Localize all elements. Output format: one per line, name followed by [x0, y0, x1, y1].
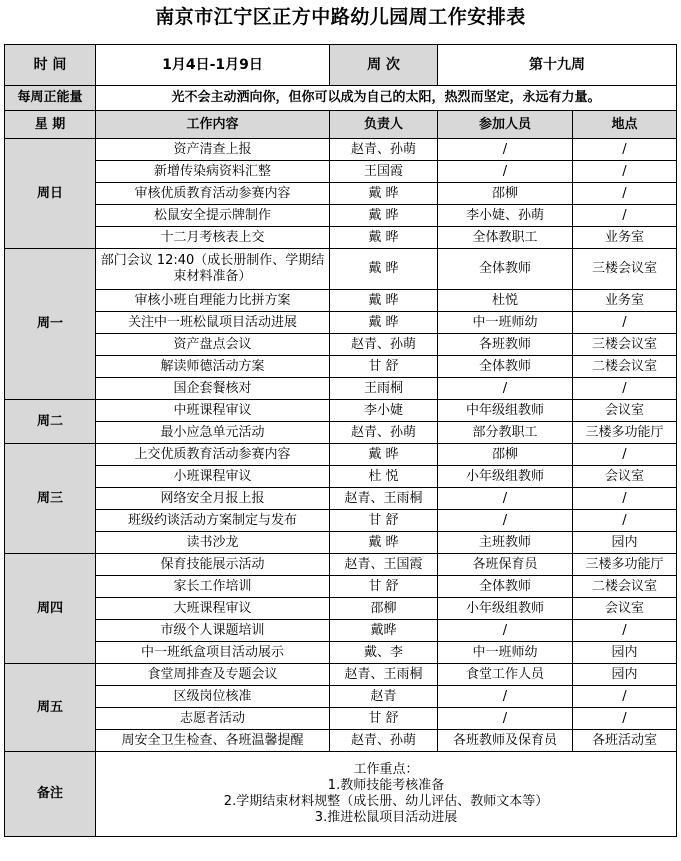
- table-row: [5, 466, 677, 488]
- place-cell: /: [573, 139, 677, 161]
- owner-cell: 戴晔: [330, 620, 438, 642]
- owner-cell: 赵青、孙萌: [330, 730, 438, 752]
- owner-cell: 杜 悦: [330, 466, 438, 488]
- participants-cell: /: [438, 161, 573, 183]
- place-cell: 三楼会议室: [573, 249, 677, 290]
- day-cell: 周日: [5, 139, 96, 249]
- page-title: 南京市江宁区正方中路幼儿园周工作安排表: [155, 6, 526, 28]
- task-cell: 食堂周排查及专题会议: [96, 664, 330, 686]
- place-cell: 会议室: [573, 598, 677, 620]
- participants-cell: 部分教职工: [438, 422, 573, 444]
- owner-cell: 李小婕: [330, 400, 438, 422]
- task-cell: 志愿者活动: [96, 708, 330, 730]
- column-header-participants: 参加人员: [438, 111, 573, 139]
- place-cell: 业务室: [573, 290, 677, 312]
- place-cell: /: [573, 708, 677, 730]
- place-cell: 三楼多功能厅: [573, 554, 677, 576]
- day-cell: 周二: [5, 400, 96, 444]
- table-row: [5, 312, 677, 334]
- notes-row: [5, 752, 677, 837]
- participants-cell: 中一班师幼: [438, 312, 573, 334]
- participants-cell: 全体教师: [438, 576, 573, 598]
- participants-cell: /: [438, 686, 573, 708]
- place-cell: 三楼会议室: [573, 334, 677, 356]
- day-cell: 周三: [5, 444, 96, 554]
- owner-cell: 赵青、孙萌: [330, 422, 438, 444]
- task-cell: 大班课程审议: [96, 598, 330, 620]
- task-cell: 班级约谈活动方案制定与发布: [96, 510, 330, 532]
- owner-cell: 赵青、王国霞: [330, 554, 438, 576]
- place-cell: 会议室: [573, 400, 677, 422]
- participants-cell: /: [438, 510, 573, 532]
- owner-cell: 赵青: [330, 686, 438, 708]
- task-cell: 小班课程审议: [96, 466, 330, 488]
- table-row: [5, 686, 677, 708]
- table-row: [5, 554, 677, 576]
- owner-cell: 邵柳: [330, 598, 438, 620]
- notes-label: 备注: [5, 752, 96, 837]
- task-cell: 家长工作培训: [96, 576, 330, 598]
- owner-cell: 戴 晔: [330, 205, 438, 227]
- place-cell: 园内: [573, 532, 677, 554]
- table-row: [5, 378, 677, 400]
- task-cell: 保育技能展示活动: [96, 554, 330, 576]
- task-cell: 审核优质教育活动参赛内容: [96, 183, 330, 205]
- column-header-place: 地点: [573, 111, 677, 139]
- table-row: [5, 444, 677, 466]
- task-cell: 关注中一班松鼠项目活动进展: [96, 312, 330, 334]
- task-cell: 十二月考核表上交: [96, 227, 330, 249]
- participants-cell: 各班教师及保育员: [438, 730, 573, 752]
- notes-line: 工作重点：: [353, 762, 419, 777]
- owner-cell: 戴 晔: [330, 312, 438, 334]
- owner-cell: 戴 晔: [330, 290, 438, 312]
- day-cell: 周四: [5, 554, 96, 664]
- participants-cell: /: [438, 620, 573, 642]
- table-row: [5, 664, 677, 686]
- table-row: [5, 205, 677, 227]
- participants-cell: 全体教师: [438, 249, 573, 290]
- table-row: [5, 510, 677, 532]
- task-cell: 资产清查上报: [96, 139, 330, 161]
- motto-row: [5, 86, 677, 111]
- table-row: [5, 730, 677, 752]
- task-cell: 部门会议 12:40（成长册制作、学期结束材料准备）: [96, 249, 330, 290]
- participants-cell: 小年级组教师: [438, 466, 573, 488]
- week-value: 第十九周: [438, 45, 677, 86]
- task-cell: 最小应急单元活动: [96, 422, 330, 444]
- table-row: [5, 642, 677, 664]
- task-cell: 中一班纸盒项目活动展示: [96, 642, 330, 664]
- time-label: 时 间: [5, 45, 96, 86]
- place-cell: 会议室: [573, 466, 677, 488]
- table-row: [5, 249, 677, 290]
- notes-line: 1.教师技能考核准备: [327, 778, 445, 793]
- place-cell: /: [573, 686, 677, 708]
- owner-cell: 戴 晔: [330, 249, 438, 290]
- owner-cell: 戴、李: [330, 642, 438, 664]
- participants-cell: 食堂工作人员: [438, 664, 573, 686]
- task-cell: 解读师德活动方案: [96, 356, 330, 378]
- participants-cell: 邵柳: [438, 183, 573, 205]
- place-cell: /: [573, 444, 677, 466]
- table-row: [5, 598, 677, 620]
- participants-cell: 李小婕、孙萌: [438, 205, 573, 227]
- place-cell: /: [573, 312, 677, 334]
- place-cell: 二楼会议室: [573, 356, 677, 378]
- day-cell: 周五: [5, 664, 96, 752]
- owner-cell: 甘 舒: [330, 576, 438, 598]
- day-cell: 周一: [5, 249, 96, 400]
- task-cell: 区级岗位核准: [96, 686, 330, 708]
- place-cell: /: [573, 183, 677, 205]
- place-cell: /: [573, 488, 677, 510]
- table-row: [5, 400, 677, 422]
- participants-cell: 各班保育员: [438, 554, 573, 576]
- task-cell: 读书沙龙: [96, 532, 330, 554]
- participants-cell: 中一班师幼: [438, 642, 573, 664]
- place-cell: 三楼多功能厅: [573, 422, 677, 444]
- owner-cell: 赵青、孙萌: [330, 334, 438, 356]
- place-cell: 园内: [573, 664, 677, 686]
- owner-cell: 戴 晔: [330, 532, 438, 554]
- notes-line: 3.推进松鼠项目活动进展: [314, 810, 458, 825]
- owner-cell: 赵青、王雨桐: [330, 664, 438, 686]
- task-cell: 国企套餐核对: [96, 378, 330, 400]
- column-header-task: 工作内容: [96, 111, 330, 139]
- place-cell: /: [573, 161, 677, 183]
- table-row: [5, 227, 677, 249]
- table-row: [5, 356, 677, 378]
- notes-line: 2.学期结束材料规整（成长册、幼儿评估、教师文本等）: [223, 794, 549, 809]
- place-cell: 各班活动室: [573, 730, 677, 752]
- place-cell: /: [573, 378, 677, 400]
- table-row: [5, 422, 677, 444]
- owner-cell: 赵青、王雨桐: [330, 488, 438, 510]
- column-header-row: [5, 111, 677, 139]
- weekly-schedule-table: [4, 44, 677, 837]
- participants-cell: 全体教职工: [438, 227, 573, 249]
- participants-cell: /: [438, 708, 573, 730]
- task-cell: 周安全卫生检查、各班温馨提醒: [96, 730, 330, 752]
- owner-cell: 王雨桐: [330, 378, 438, 400]
- motto-label: 每周正能量: [5, 86, 96, 111]
- participants-cell: 各班教师: [438, 334, 573, 356]
- owner-cell: 戴 晔: [330, 444, 438, 466]
- header-row: [5, 45, 677, 86]
- participants-cell: 小年级组教师: [438, 598, 573, 620]
- task-cell: 新增传染病资料汇整: [96, 161, 330, 183]
- participants-cell: 主班教师: [438, 532, 573, 554]
- place-cell: 园内: [573, 642, 677, 664]
- participants-cell: /: [438, 488, 573, 510]
- motto-text: 光不会主动洒向你，但你可以成为自己的太阳，热烈而坚定，永远有力量。: [96, 86, 677, 111]
- column-header-day: 星 期: [5, 111, 96, 139]
- place-cell: /: [573, 205, 677, 227]
- participants-cell: 杜悦: [438, 290, 573, 312]
- owner-cell: 甘 舒: [330, 708, 438, 730]
- table-row: [5, 576, 677, 598]
- owner-cell: 赵青、孙萌: [330, 139, 438, 161]
- owner-cell: 王国霞: [330, 161, 438, 183]
- task-cell: 资产盘点会议: [96, 334, 330, 356]
- participants-cell: /: [438, 378, 573, 400]
- table-row: [5, 334, 677, 356]
- owner-cell: 甘 舒: [330, 510, 438, 532]
- place-cell: 业务室: [573, 227, 677, 249]
- week-label: 周 次: [330, 45, 438, 86]
- participants-cell: /: [438, 139, 573, 161]
- place-cell: /: [573, 510, 677, 532]
- place-cell: /: [573, 620, 677, 642]
- participants-cell: 中年级组教师: [438, 400, 573, 422]
- column-header-owner: 负责人: [330, 111, 438, 139]
- table-row: [5, 620, 677, 642]
- notes-content: [96, 752, 677, 837]
- task-cell: 市级个人课题培训: [96, 620, 330, 642]
- owner-cell: 甘 舒: [330, 356, 438, 378]
- table-row: [5, 290, 677, 312]
- table-row: [5, 532, 677, 554]
- table-row: [5, 183, 677, 205]
- task-cell: 上交优质教育活动参赛内容: [96, 444, 330, 466]
- task-cell: 网络安全月报上报: [96, 488, 330, 510]
- table-row: [5, 708, 677, 730]
- table-row: [5, 488, 677, 510]
- task-cell: 审核小班自理能力比拼方案: [96, 290, 330, 312]
- participants-cell: 全体教师: [438, 356, 573, 378]
- time-value: 1月4日-1月9日: [96, 45, 330, 86]
- place-cell: 二楼会议室: [573, 576, 677, 598]
- task-cell: 松鼠安全提示牌制作: [96, 205, 330, 227]
- owner-cell: 戴 晔: [330, 183, 438, 205]
- participants-cell: 邵柳: [438, 444, 573, 466]
- task-cell: 中班课程审议: [96, 400, 330, 422]
- table-row: [5, 139, 677, 161]
- table-row: [5, 161, 677, 183]
- owner-cell: 戴 晔: [330, 227, 438, 249]
